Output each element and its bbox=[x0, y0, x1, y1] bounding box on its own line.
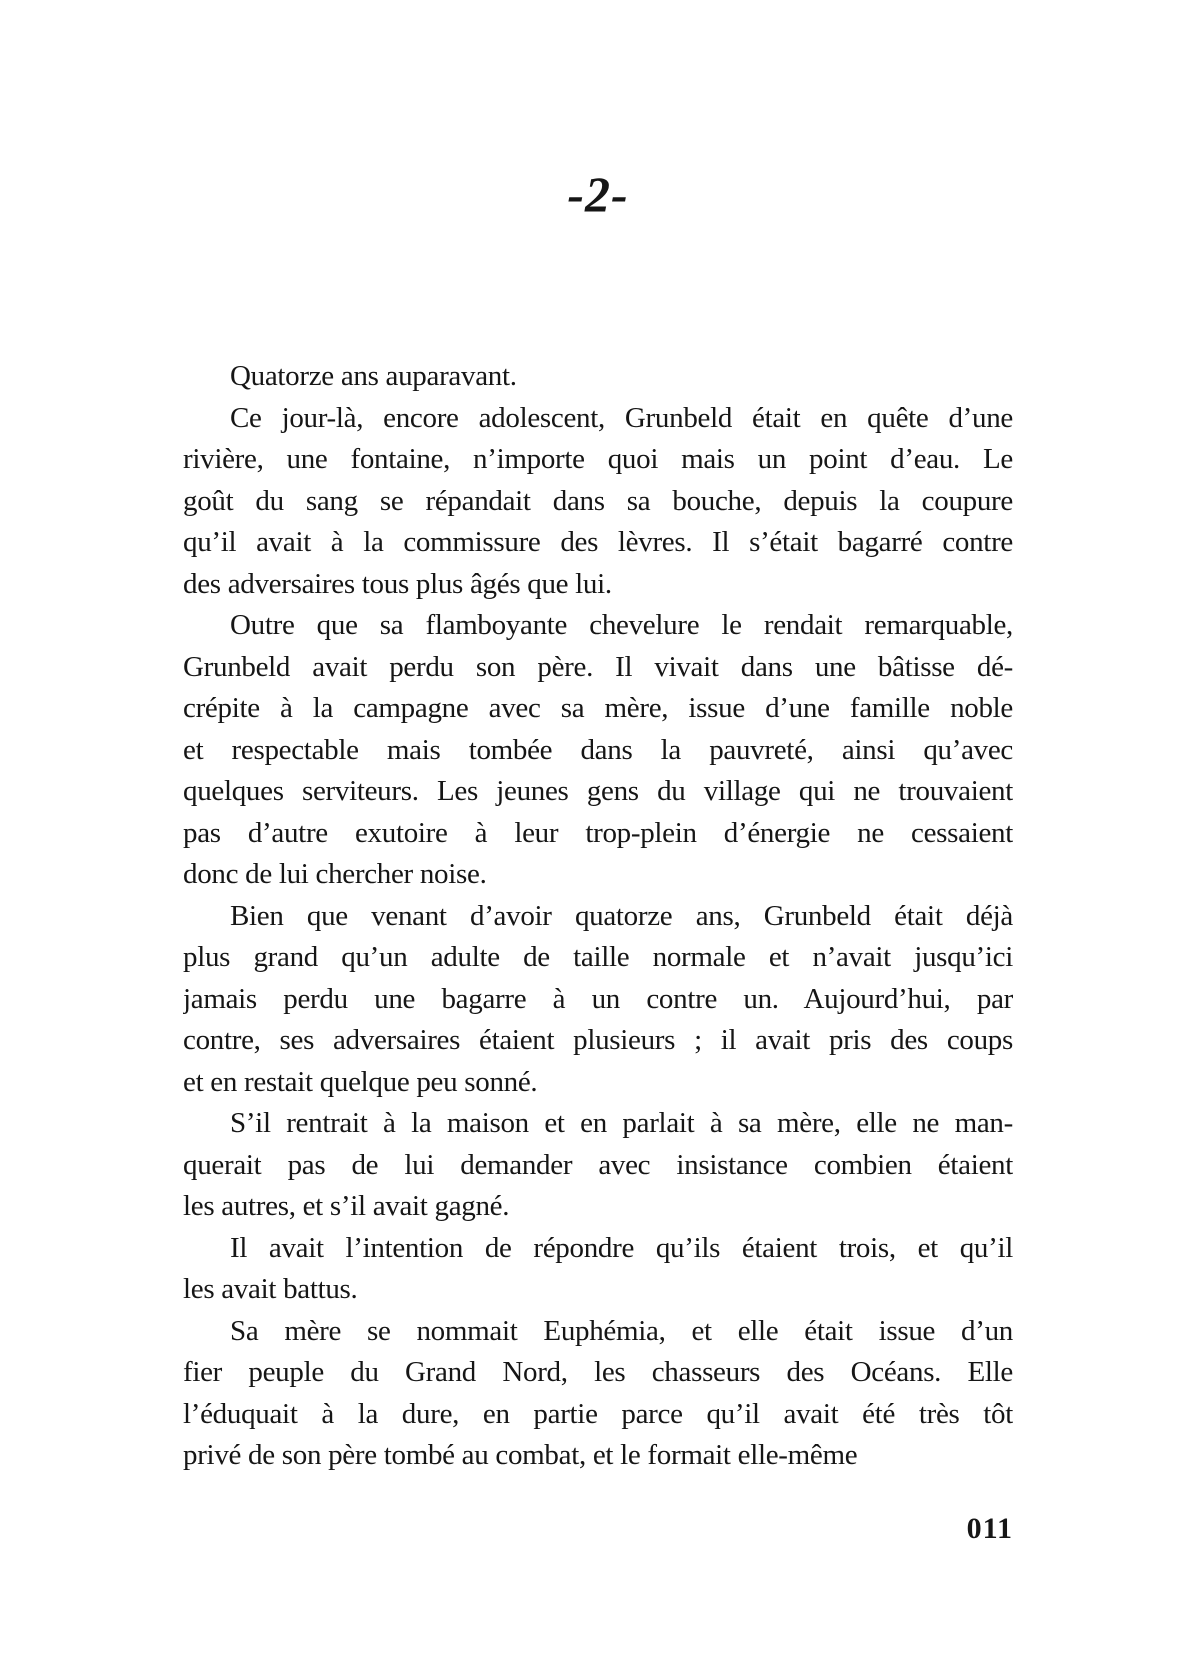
text-line: plus grand qu’un adulte de taille normale et n’avait jusqu’ici bbox=[183, 941, 1013, 973]
paragraph bbox=[183, 1228, 1013, 1311]
text-line: pas d’autre exutoire à leur trop-plein d’énergie ne cessaient bbox=[183, 816, 1013, 849]
text-line: Il avait l’intention de répondre qu’ils étaient trois, et qu’il bbox=[230, 1231, 1013, 1264]
text-line: les avait battus. bbox=[183, 1273, 358, 1305]
text-line: rivière, une fontaine, n’importe quoi mais un point d’eau. Le bbox=[183, 443, 1013, 475]
text-line: donc de lui chercher noise. bbox=[183, 858, 487, 890]
text-line: querait pas de lui demander avec insistance combien étaient bbox=[183, 1148, 1013, 1181]
text-line: Bien que venant d’avoir quatorze ans, Grunbeld était déjà bbox=[230, 899, 1013, 932]
paragraph bbox=[183, 1311, 1013, 1477]
text-line: Grunbeld avait perdu son père. Il vivait dans une bâtisse dé- bbox=[183, 650, 1013, 683]
paragraph bbox=[183, 398, 1013, 606]
text-line: des adversaires tous plus âgés que lui. bbox=[183, 567, 612, 600]
text-block bbox=[183, 356, 1013, 1477]
text-line: Ce jour-là, encore adolescent, Grunbeld était en quête d’une bbox=[230, 401, 1013, 434]
text-line: l’éduquait à la dure, en partie parce qu’il avait été très tôt bbox=[183, 1397, 1013, 1430]
text-line: Sa mère se nommait Euphémia, et elle était issue d’un bbox=[230, 1314, 1013, 1347]
paragraph bbox=[183, 896, 1013, 1104]
text-line: jamais perdu une bagarre à un contre un. Aujourd’hui, par bbox=[183, 982, 1013, 1015]
text-line: fier peuple du Grand Nord, les chasseurs des Océans. Elle bbox=[183, 1356, 1013, 1388]
text-line: et respectable mais tombée dans la pauvreté, ainsi qu’avec bbox=[183, 733, 1013, 766]
text-line: Outre que sa flamboyante chevelure le rendait remarquable, bbox=[230, 609, 1013, 641]
text-line: qu’il avait à la commissure des lèvres. Il s’était bagarré contre bbox=[183, 526, 1013, 558]
text-line: quelques serviteurs. Les jeunes gens du village qui ne trouvaient bbox=[183, 775, 1013, 807]
chapter-heading: -2- bbox=[567, 166, 629, 222]
paragraph bbox=[183, 1103, 1013, 1228]
text-line: goût du sang se répandait dans sa bouche, depuis la coupure bbox=[183, 484, 1013, 517]
text-line: Quatorze ans auparavant. bbox=[230, 360, 517, 392]
paragraph bbox=[183, 605, 1013, 896]
paragraph bbox=[183, 356, 1013, 398]
text-line: privé de son père tombé au combat, et le formait elle-même bbox=[183, 1439, 858, 1471]
text-line: contre, ses adversaires étaient plusieurs ; il avait pris des coups bbox=[183, 1024, 1013, 1056]
text-line: S’il rentrait à la maison et en parlait à sa mère, elle ne man- bbox=[230, 1107, 1013, 1139]
text-line: crépite à la campagne avec sa mère, issue d’une famille noble bbox=[183, 692, 1013, 724]
page-number: 011 bbox=[966, 1512, 1013, 1545]
text-line: et en restait quelque peu sonné. bbox=[183, 1065, 538, 1098]
text-line: les autres, et s’il avait gagné. bbox=[183, 1190, 510, 1222]
